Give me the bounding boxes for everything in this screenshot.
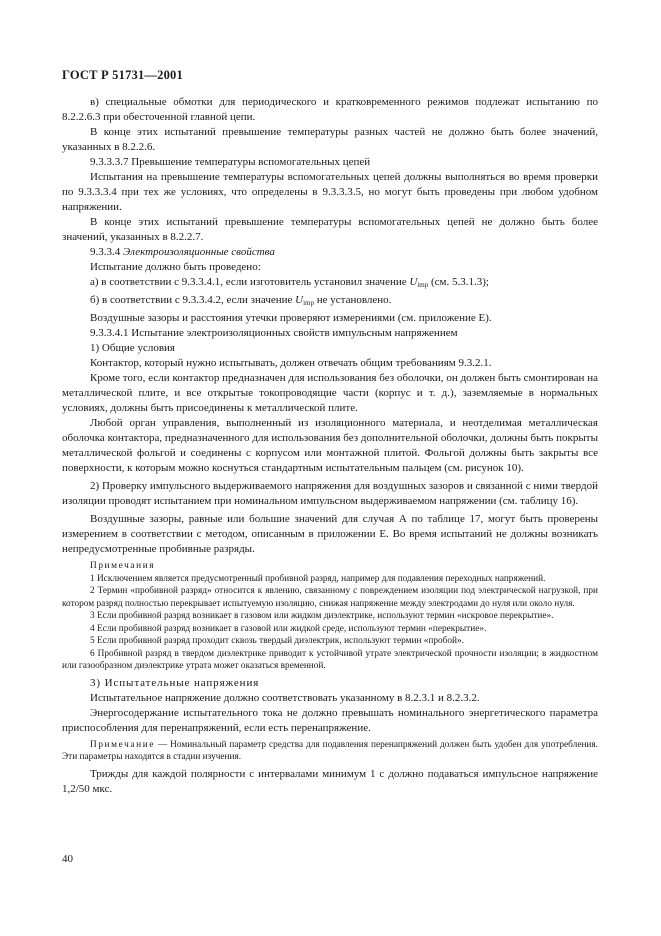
list-item: а) в соответствии с 9.3.3.4.1, если изготовитель установил значение $U_{imp}$ (см. 5.3.1.3); xyxy=(90,276,489,289)
note-item: 2 Термин «пробивной разряд» относится к явлению, связанному с повреждением изоляции под электрической нагрузкой, при котором разряд полностью перекрывает испытуемую изоляцию, снижая напряжение между электродами до нуля или около нуля. xyxy=(62,586,598,609)
note-item: 3 Если пробивной разряд возникает в газовом или жидком диэлектрике, используют термин «искровое перекрытие». xyxy=(90,611,554,621)
page-body xyxy=(62,95,598,797)
note-item: 1 Исключением является предусмотренный пробивной разряд, например для подавления переходных напряжений. xyxy=(90,573,546,584)
item-heading: 1) Общие условия xyxy=(90,342,175,354)
paragraph: Испытание должно быть проведено: xyxy=(90,261,261,273)
u-imp-symbol: $U_{imp}$ xyxy=(295,294,314,307)
note-item: Примечание — Номинальный параметр средства для подавления перенапряжений должен быть удобен для употребления. Эти параметры находятся в стадии изучения. xyxy=(62,739,598,762)
section-number: 9.3.3.4 xyxy=(90,246,121,258)
paragraph: Воздушные зазоры и расстояния утечки проверяют измерениями (см. приложение Е). xyxy=(90,312,492,324)
paragraph: Любой орган управления, выполненный из изоляционного материала, и неотделимая металлическая оболочка контактора, предназначенного для использования без дополнительной оболочки, должны быть покрыты металлической фольгой и соединены с корпусом или монтажной плитой. Фольгой должны быть закрыты все поверхности, к которым можно коснуться стандартным испытательным пальцем (см. рисунок 10). xyxy=(62,417,598,474)
note-item: 6 Пробивной разряд в твердом диэлектрике приводит к устойчивой утрате электрической прочности изоляции; в жидкостном или газообразном диэлектрике утрата может оказаться временной. xyxy=(62,648,598,671)
paragraph: Энергосодержание испытательного тока не должно превышать номинального энергетического параметра приспособления для перенапряжений, если есть перенапряжение. xyxy=(62,706,598,734)
notes-heading: Примечания xyxy=(90,561,156,571)
paragraph: Испытательное напряжение должно соответствовать указанному в 8.2.3.1 и 8.2.3.2. xyxy=(90,691,480,704)
section-title: Электроизоляционные свойства xyxy=(123,246,275,258)
page-number: 40 xyxy=(62,853,73,865)
paragraph: Кроме того, если контактор предназначен для использования без оболочки, он должен быть смонтирован на металлической плите, и все открытые токопроводящие части (корпус и т. д.), заземляемые в нормальных условиях, должны быть присоединены к металлической плите. xyxy=(62,372,598,414)
list-item: б) в соответствии с 9.3.3.4.2, если значение $U_{imp}$ не установлено. xyxy=(90,294,392,307)
standard-header: ГОСТ Р 51731—2001 xyxy=(62,68,183,82)
subsection-heading: 9.3.3.3.7 Превышение температуры вспомогательных цепей xyxy=(90,156,371,168)
subsection-heading xyxy=(62,245,598,260)
item-heading: 3) Испытательные напряжения xyxy=(90,676,260,689)
paragraph: Контактор, который нужно испытывать, должен отвечать общим требованиям 9.3.2.1. xyxy=(90,357,492,369)
paragraph: Воздушные зазоры, равные или большие значений для случая А по таблице 17, могут быть проверены измерением в соответствии с методом, описанным в приложении Е. Во время испытаний не должны возникать непредусмотренные пробивные разряды. xyxy=(62,513,598,555)
paragraph: Испытания на превышение температуры вспомогательных цепей должны выполняться во время проверки по 9.3.3.3.4 при тех же условиях, что определены в 9.3.3.3.5, но могут быть проведены при любом удобном напряжении. xyxy=(62,171,598,213)
note-label: Примечание xyxy=(90,739,155,750)
note-item: 4 Если пробивной разряд возникает в газовой или жидкой среде, используют термин «перекрытие». xyxy=(90,623,487,634)
paragraph: Трижды для каждой полярности с интервалами минимум 1 с должно подаваться импульсное напряжение 1,2/50 мкс. xyxy=(62,767,598,795)
paragraph: В конце этих испытаний превышение температуры разных частей не должно быть более значений, указанных в 8.2.2.6. xyxy=(62,126,598,153)
paragraph: В конце этих испытаний превышение температуры вспомогательных цепей не должно быть более значений, указанных в 8.2.2.7. xyxy=(62,216,598,243)
note-item: 5 Если пробивной разряд проходит сквозь твердый диэлектрик, используют термин «пробой». xyxy=(90,636,464,646)
paragraph: 2) Проверку импульсного выдерживаемого напряжения для воздушных зазоров и связанной с ними твердой изоляции проводят испытанием при номинальном импульсном выдерживаемом напряжении (см. таблицу 16). xyxy=(62,480,598,507)
u-imp-symbol: $U_{imp}$ xyxy=(409,276,429,289)
subsection-heading: 9.3.3.4.1 Испытание электроизоляционных свойств импульсным напряжением xyxy=(90,327,458,339)
paragraph: в) специальные обмотки для периодического и кратковременного режимов подлежат испытанию по 8.2.2.6.3 при обесточенной главной цепи. xyxy=(62,96,598,123)
